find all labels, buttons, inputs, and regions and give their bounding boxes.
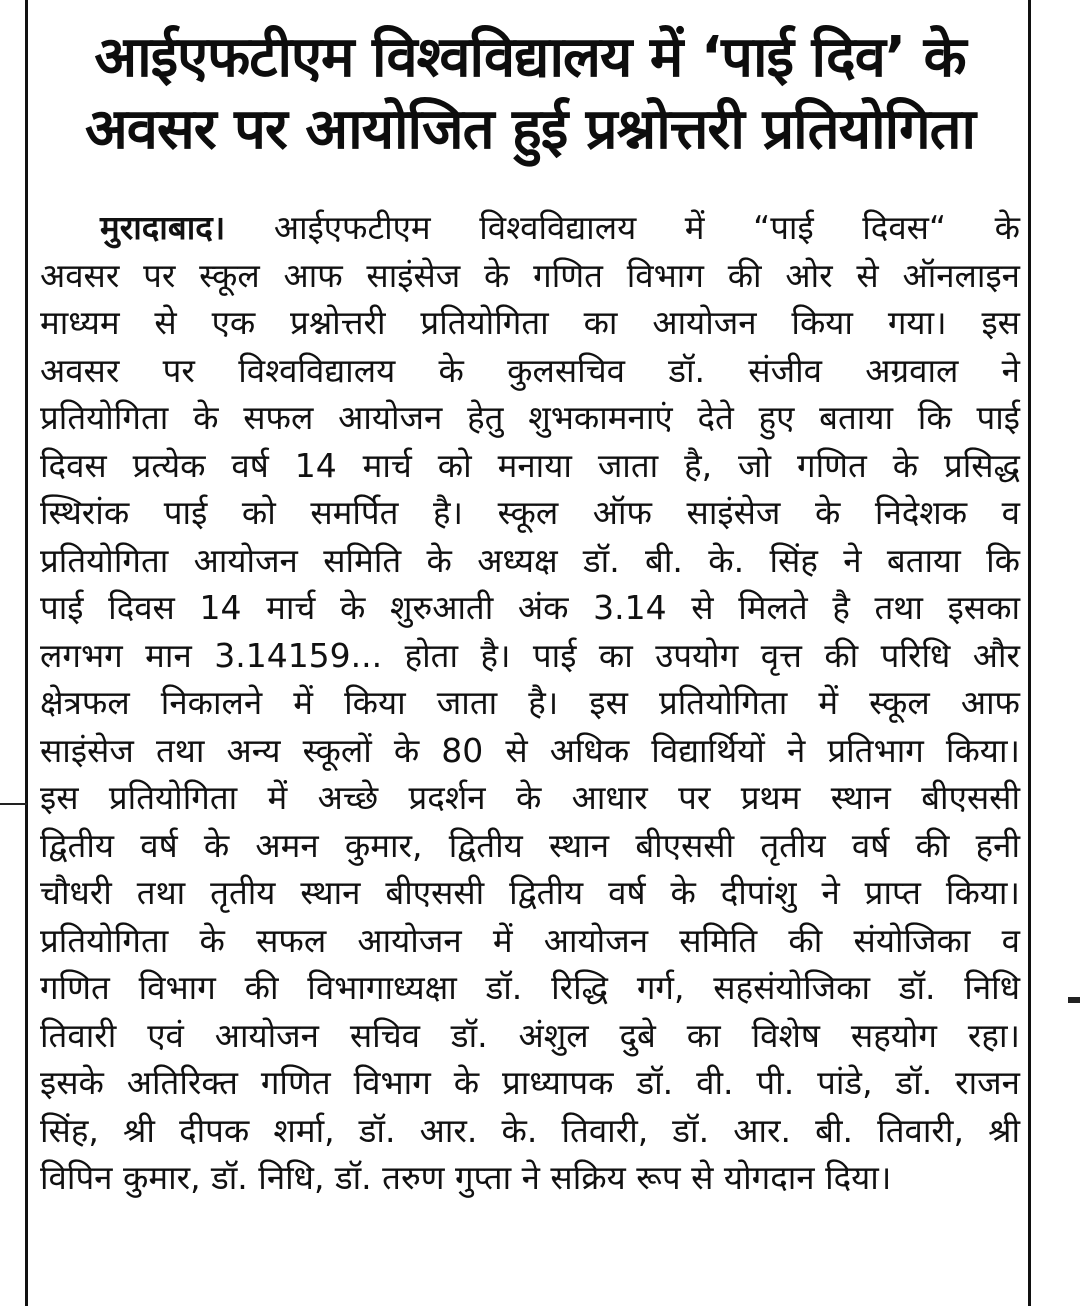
article-line: अवसर पर स्कूल आफ साइंसेज के गणित विभाग की ओर से ऑनलाइन	[40, 255, 1020, 295]
article-line: क्षेत्रफल निकालने में किया जाता है। इस प्रतियोगिता में स्कूल आफ	[40, 683, 1020, 722]
article-line: प्रतियोगिता के सफल आयोजन हेतु शुभकामनाएं देते हुए बताया कि पाई	[40, 398, 1020, 437]
article-line: माध्यम से एक प्रश्नोत्तरी प्रतियोगिता का आयोजन किया गया। इस	[40, 303, 1020, 342]
article-line: अवसर पर विश्वविद्यालय के कुलसचिव डॉ. संजीव अग्रवाल ने	[40, 350, 1020, 390]
column-rule-stub-left	[0, 803, 27, 805]
article-line: पाई दिवस 14 मार्च के शुरुआती अंक 3.14 से मिलते है तथा इसका	[40, 588, 1020, 627]
article-line-first	[40, 204, 1020, 252]
article-line: दिवस प्रत्येक वर्ष 14 मार्च को मनाया जाता है, जो गणित के प्रसिद्ध	[40, 445, 1020, 485]
headline	[40, 22, 1020, 166]
article-line: सिंह, श्री दीपक शर्मा, डॉ. आर. के. तिवारी, डॉ. आर. बी. तिवारी, श्री	[40, 1110, 1020, 1150]
dateline: मुरादाबाद।	[100, 208, 226, 247]
headline-line-1: आईएफटीएम विश्वविद्यालय में ‘पाई दिव’ के	[94, 25, 966, 90]
headline-line-2: अवसर पर आयोजित हुई प्रश्नोत्तरी प्रतियोगिता	[84, 97, 976, 162]
article-line: द्वितीय वर्ष के अमन कुमार, द्वितीय स्थान बीएससी तृतीय वर्ष की हनी	[40, 825, 1020, 865]
article-line: लगभग मान 3.14159... होता है। पाई का उपयोग वृत्त की परिधि और	[40, 635, 1020, 675]
article-line: स्थिरांक पाई को समर्पित है। स्कूल ऑफ साइंसेज के निदेशक व	[40, 493, 1020, 532]
article-body	[40, 204, 1020, 1202]
article-line: साइंसेज तथा अन्य स्कूलों के 80 से अधिक विद्यार्थियों ने प्रतिभाग किया।	[40, 730, 1020, 770]
article-line: इस प्रतियोगिता में अच्छे प्रदर्शन के आधार पर प्रथम स्थान बीएससी	[40, 778, 1020, 817]
first-line-text: आईएफटीएम विश्वविद्यालय में “पाई दिवस“ के	[225, 208, 1020, 247]
article-line: चौधरी तथा तृतीय स्थान बीएससी द्वितीय वर्ष के दीपांशु ने प्राप्त किया।	[40, 873, 1020, 912]
article-line: प्रतियोगिता आयोजन समिति के अध्यक्ष डॉ. बी. के. सिंह ने बताया कि	[40, 540, 1020, 580]
column-rule-stub-right	[1068, 997, 1080, 1003]
article-line: प्रतियोगिता के सफल आयोजन में आयोजन समिति की संयोजिका व	[40, 920, 1020, 960]
article-line: इसके अतिरिक्त गणित विभाग के प्राध्यापक डॉ. वी. पी. पांडे, डॉ. राजन	[40, 1063, 1020, 1102]
article-line: विपिन कुमार, डॉ. निधि, डॉ. तरुण गुप्ता ने सक्रिय रूप से योगदान दिया।	[40, 1158, 892, 1197]
article-line: तिवारी एवं आयोजन सचिव डॉ. अंशुल दुबे का विशेष सहयोग रहा।	[40, 1015, 1020, 1055]
article-line: गणित विभाग की विभागाध्यक्षा डॉ. रिद्धि गर्ग, सहसंयोजिका डॉ. निधि	[40, 968, 1020, 1007]
article-lines	[40, 252, 1020, 1202]
